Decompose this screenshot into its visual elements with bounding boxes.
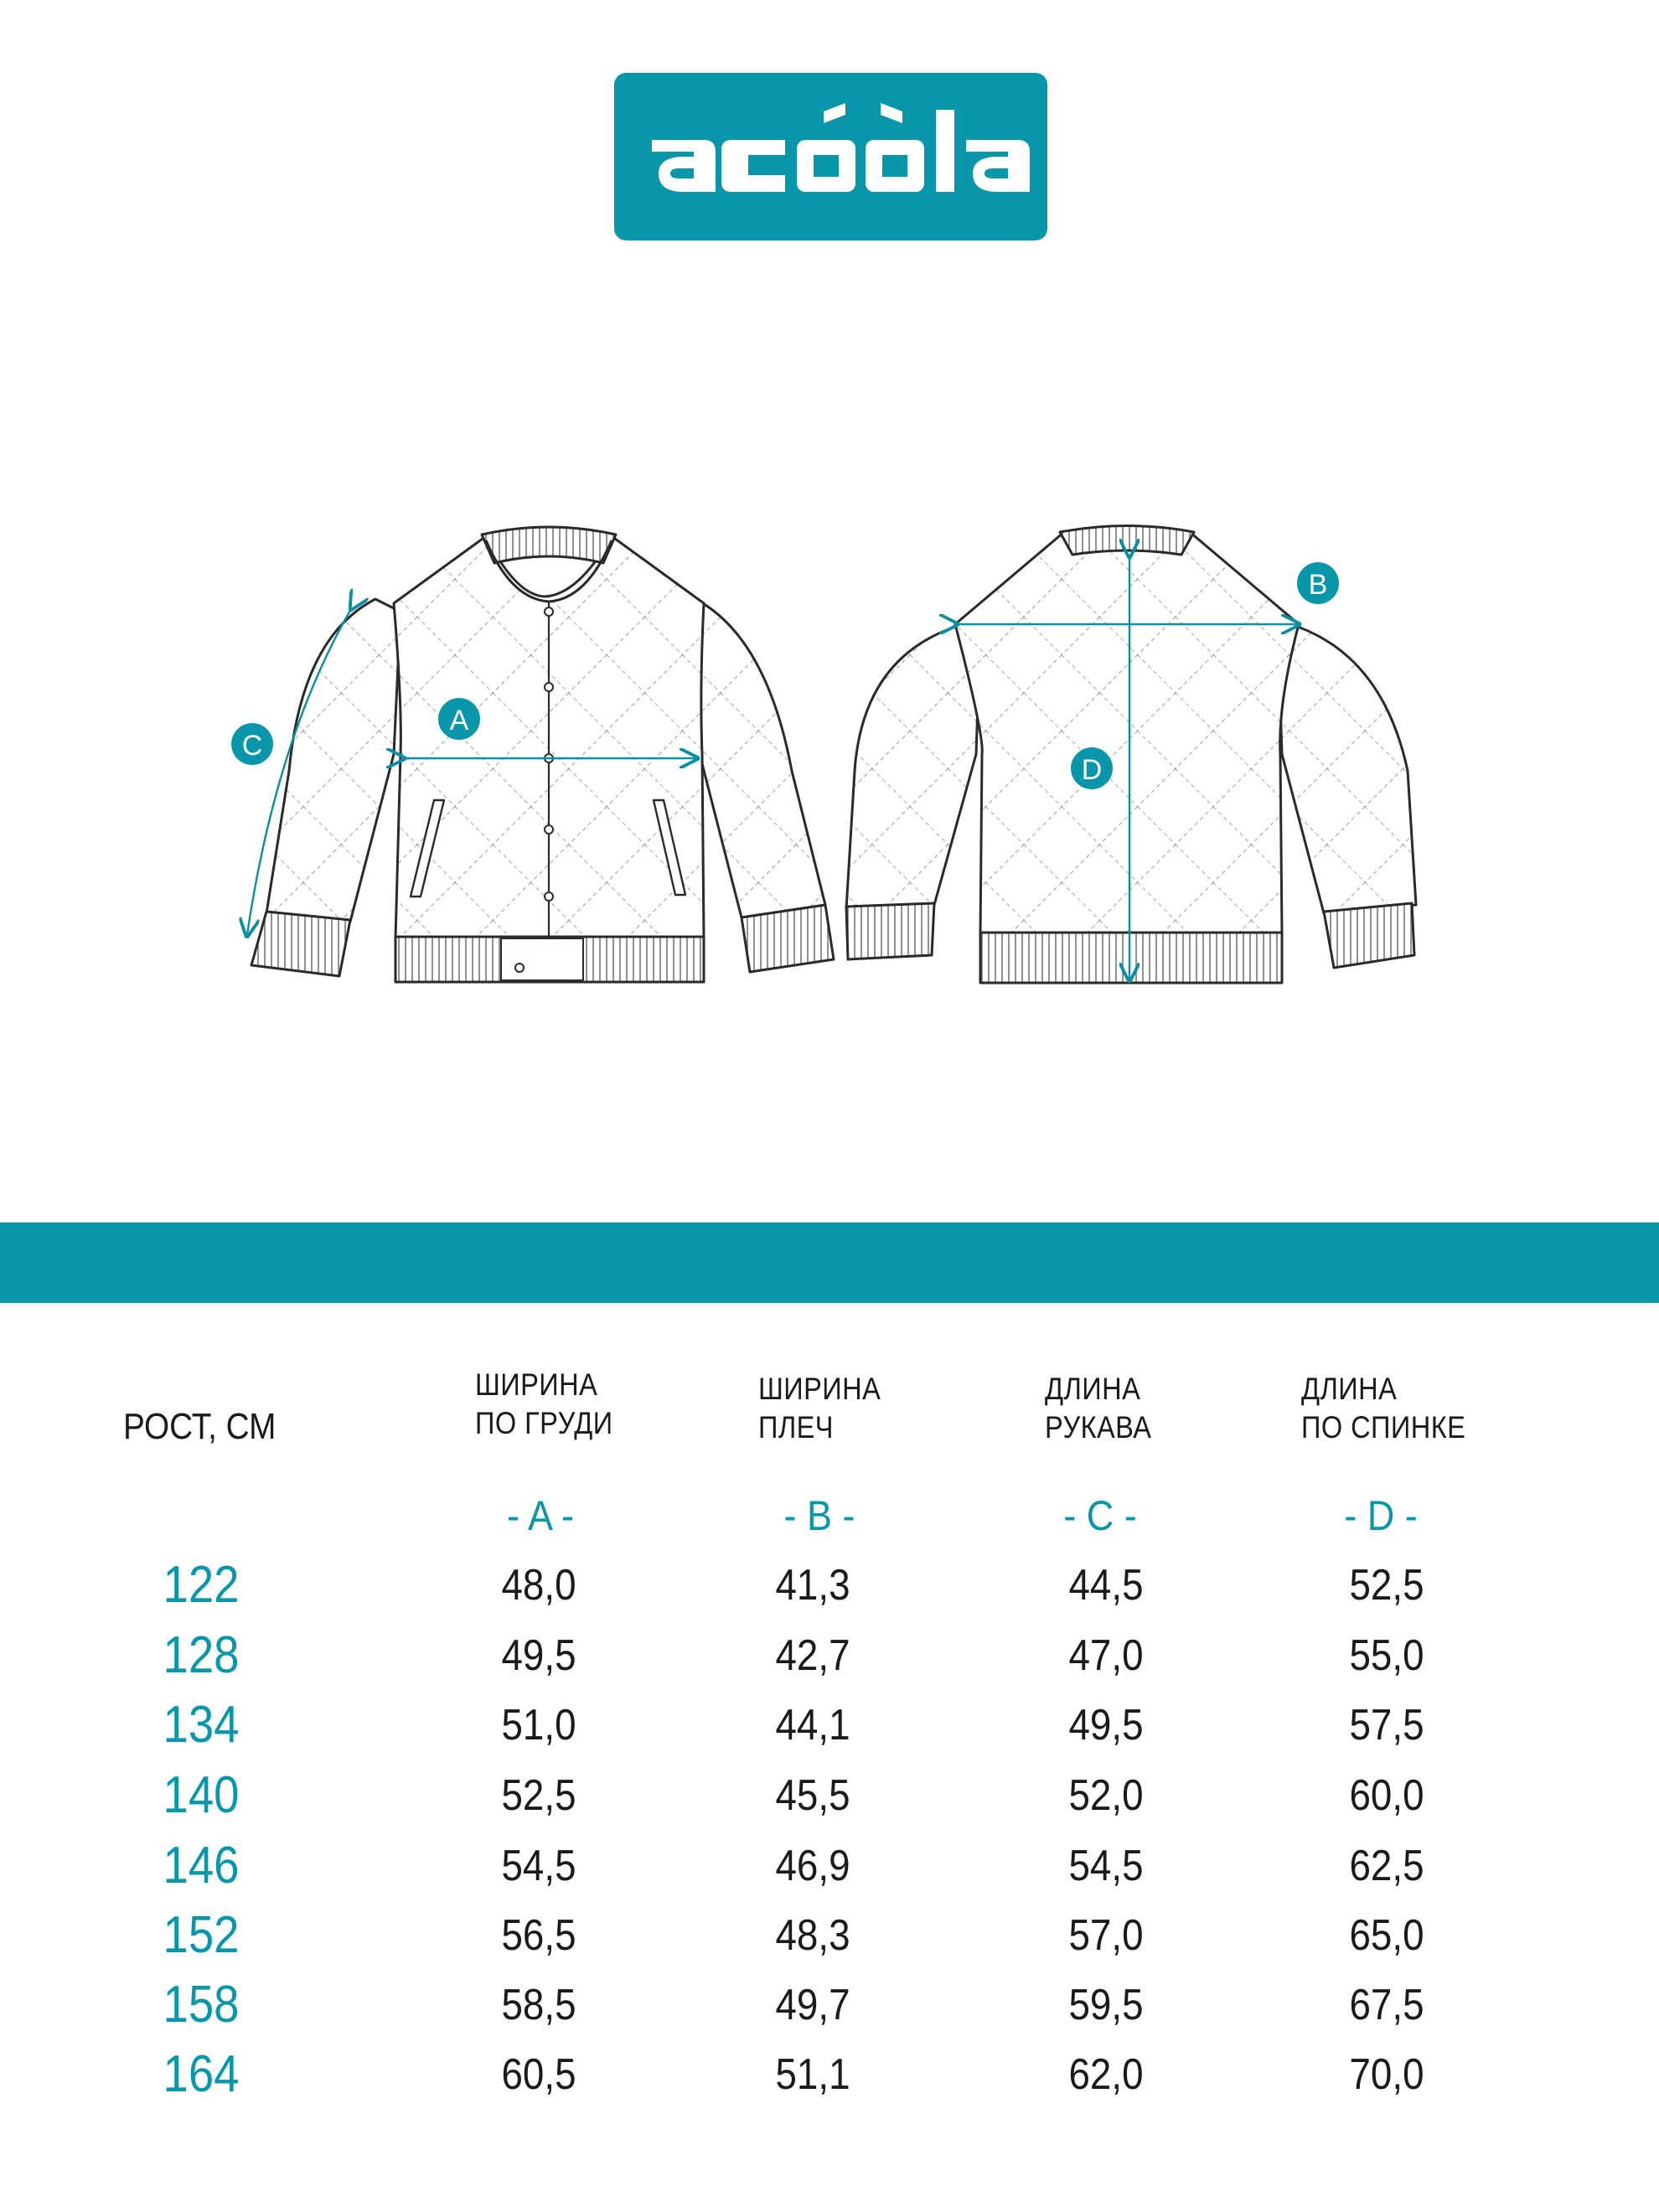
height-value: 128 [163, 1626, 240, 1684]
badge-d-label: D [1081, 754, 1103, 786]
height-value: 146 [163, 1837, 240, 1894]
chest-value: 52,5 [501, 1771, 576, 1820]
back-value: 60,0 [1349, 1771, 1424, 1820]
badge-c-label: C [241, 730, 263, 762]
section-band [0, 1222, 1659, 1303]
column-header-line2: ПЛЕЧ [758, 1410, 834, 1445]
column-letter-d: - D - [1344, 1492, 1418, 1539]
badge-a [438, 698, 480, 740]
column-header-back [1301, 1370, 1465, 1447]
height-header: РОСТ, СМ [123, 1406, 276, 1447]
badge-b-label: B [1308, 569, 1328, 601]
column-letter-a: - A - [506, 1492, 575, 1539]
height-value: 152 [163, 1906, 240, 1964]
acoola-wordmark-icon [614, 73, 1047, 240]
column-header-chest [475, 1366, 613, 1443]
table-row [0, 1555, 1659, 1625]
chest-value: 51,0 [501, 1701, 576, 1749]
front-jacket-drawing [251, 527, 834, 982]
height-value: 134 [163, 1696, 240, 1754]
shoulder-value: 49,7 [775, 1981, 850, 2029]
height-value: 140 [163, 1766, 240, 1824]
column-header-line1: ДЛИНА [1301, 1372, 1398, 1406]
shoulder-value: 46,9 [775, 1842, 850, 1890]
badge-a-label: A [449, 705, 469, 736]
sleeve-value: 59,5 [1068, 1981, 1144, 2029]
height-value: 158 [163, 1976, 240, 2034]
back-value: 70,0 [1349, 2050, 1424, 2099]
column-header-line1: ШИРИНА [758, 1372, 881, 1406]
column-header-line1: ШИРИНА [475, 1367, 598, 1402]
column-header-line1: ДЛИНА [1045, 1372, 1141, 1406]
back-value: 67,5 [1349, 1981, 1424, 2029]
sleeve-value: 57,0 [1068, 1911, 1144, 1960]
column-letter-b: - B - [783, 1492, 855, 1539]
chest-value: 60,5 [501, 2050, 576, 2099]
sleeve-value: 54,5 [1068, 1842, 1144, 1890]
table-row [0, 1836, 1659, 1906]
table-row [0, 1625, 1659, 1696]
shoulder-value: 45,5 [775, 1771, 850, 1820]
sleeve-value: 62,0 [1068, 2050, 1144, 2099]
sleeve-value: 44,5 [1068, 1561, 1144, 1610]
sleeve-value: 52,0 [1068, 1771, 1144, 1820]
badge-b [1297, 562, 1339, 604]
back-value: 52,5 [1349, 1561, 1424, 1610]
shoulder-value: 42,7 [775, 1631, 850, 1680]
height-value: 122 [163, 1556, 240, 1614]
chest-value: 49,5 [501, 1631, 576, 1680]
back-value: 55,0 [1349, 1631, 1424, 1680]
height-value: 164 [163, 2045, 240, 2103]
chest-value: 58,5 [501, 1981, 576, 2029]
back-value: 65,0 [1349, 1911, 1424, 1960]
sleeve-value: 47,0 [1068, 1631, 1144, 1680]
column-header-line2: ПО СПИНКЕ [1301, 1410, 1466, 1445]
jacket-technical-drawing [0, 503, 1659, 1022]
column-header-line2: ПО ГРУДИ [475, 1406, 613, 1440]
table-row [0, 1695, 1659, 1765]
column-header-line2: РУКАВА [1045, 1410, 1152, 1445]
table-row [0, 1975, 1659, 2045]
column-header-sleeve [1045, 1370, 1151, 1447]
chest-value: 54,5 [501, 1842, 576, 1890]
column-header-shoulder [758, 1370, 881, 1447]
table-row [0, 1905, 1659, 1976]
shoulder-value: 51,1 [775, 2050, 850, 2099]
column-letter-c: - C - [1063, 1492, 1137, 1539]
table-row [0, 1765, 1659, 1836]
table-row [0, 2044, 1659, 2115]
chest-value: 56,5 [501, 1911, 576, 1960]
back-value: 62,5 [1349, 1842, 1424, 1890]
shoulder-value: 48,3 [775, 1911, 850, 1960]
shoulder-value: 44,1 [775, 1701, 850, 1749]
shoulder-value: 41,3 [775, 1561, 850, 1610]
badge-d [1071, 747, 1113, 789]
chest-value: 48,0 [501, 1561, 576, 1610]
back-value: 57,5 [1349, 1701, 1424, 1749]
sleeve-value: 49,5 [1068, 1701, 1144, 1749]
badge-c [231, 723, 273, 765]
brand-logo [614, 73, 1047, 240]
